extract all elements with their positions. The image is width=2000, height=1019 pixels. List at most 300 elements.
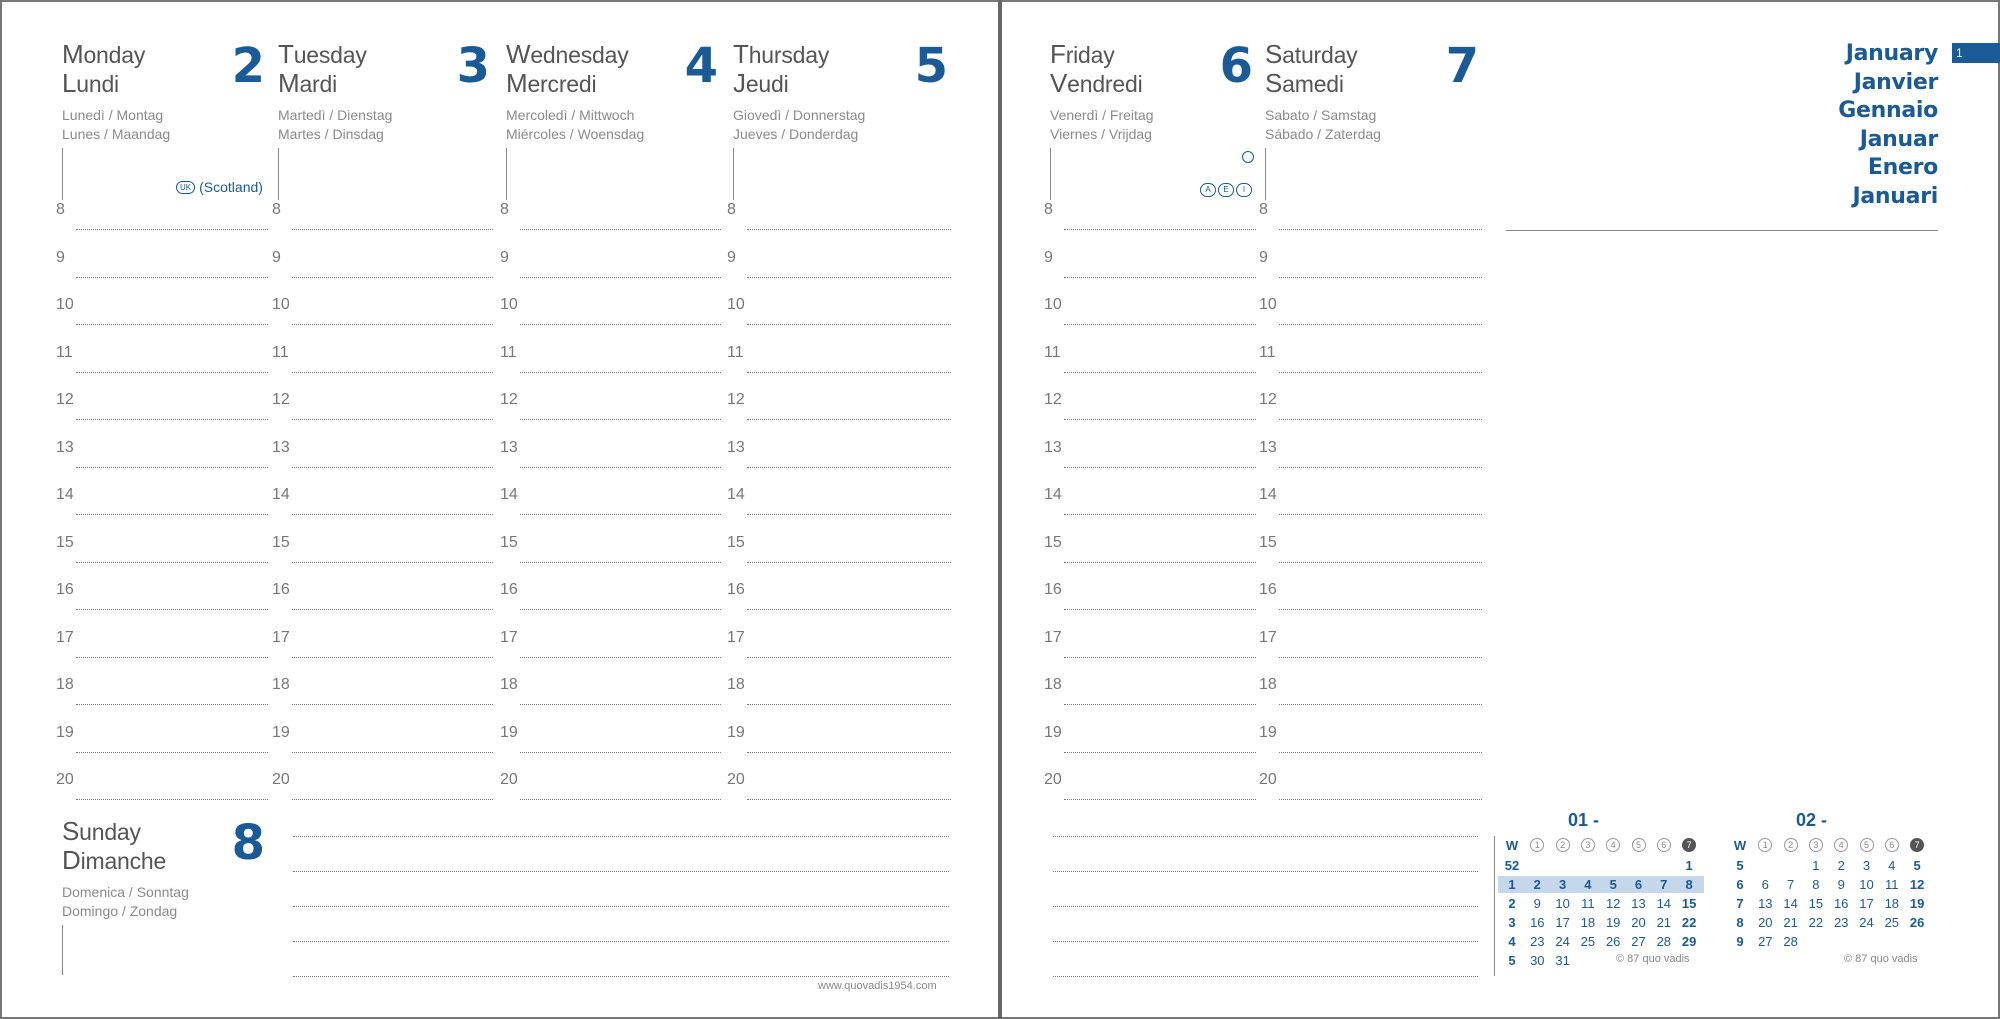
hour-line[interactable] <box>1279 324 1482 325</box>
hour-label: 10 <box>56 296 74 313</box>
hour-line[interactable] <box>747 324 951 325</box>
footer-url: www.quovadis1954.com <box>818 980 937 992</box>
hour-label: 9 <box>1044 248 1053 266</box>
mini-day[interactable]: 24 <box>1859 915 1874 930</box>
hour-label: 10 <box>500 296 518 313</box>
mini-day[interactable]: 3 <box>1862 858 1871 873</box>
hour-label: 19 <box>1259 723 1277 741</box>
hour-label: 8 <box>56 201 65 218</box>
day-name-en: Tuesday <box>278 39 367 69</box>
hour-line[interactable] <box>520 229 721 230</box>
copyright: © 87 quo vadis <box>1844 953 1918 965</box>
mini-day[interactable]: 13 <box>1631 896 1646 911</box>
weekday-header: 1 <box>1525 836 1549 855</box>
weekday-header: 2 <box>1779 836 1803 855</box>
month-name: Enero <box>1867 155 1938 180</box>
day-divider-monday <box>62 148 63 200</box>
country-mark: I <box>1236 183 1252 197</box>
hour-line[interactable] <box>292 752 493 753</box>
hour-line[interactable] <box>1279 277 1482 278</box>
day-name-translations: Martedì / Dienstag Martes / Dinsdag <box>278 107 393 142</box>
mini-day[interactable]: 2 <box>1533 877 1541 892</box>
hour-label: 13 <box>500 438 518 456</box>
mini-day[interactable]: 25 <box>1580 934 1596 949</box>
hour-line[interactable] <box>520 324 721 325</box>
hour-label: 9 <box>500 248 509 266</box>
day-name-translations: Giovedì / Donnerstag Jueves / Donderdag <box>733 107 866 142</box>
hour-line[interactable] <box>1064 277 1256 278</box>
day-header-monday <box>62 40 222 144</box>
hour-label: 9 <box>727 248 736 266</box>
mini-day[interactable]: 23 <box>1833 915 1849 930</box>
note-line[interactable] <box>1053 906 1478 907</box>
mini-day[interactable]: 4 <box>1584 877 1592 892</box>
day-divider-friday <box>1050 148 1051 200</box>
hour-label: 15 <box>1259 533 1277 551</box>
hour-line[interactable] <box>76 419 268 420</box>
hour-line[interactable] <box>1279 229 1482 230</box>
hour-label: 20 <box>56 771 74 788</box>
mini-day[interactable]: 20 <box>1758 915 1773 930</box>
hour-line[interactable] <box>1279 799 1482 800</box>
uk-badge: UK <box>176 181 195 194</box>
hour-line[interactable] <box>520 514 721 515</box>
month-name: Janvier <box>1853 69 1938 95</box>
hour-label: 16 <box>56 581 74 598</box>
hour-line[interactable] <box>1064 752 1256 753</box>
hour-label: 19 <box>56 723 74 741</box>
sunday-note-line[interactable] <box>293 976 949 977</box>
hour-line[interactable] <box>747 562 951 563</box>
hour-label: 12 <box>1044 391 1062 408</box>
mini-day[interactable]: 16 <box>1833 896 1849 911</box>
hour-line[interactable] <box>292 799 493 800</box>
hour-line[interactable] <box>292 609 493 610</box>
hour-label: 20 <box>272 771 290 788</box>
hour-line[interactable] <box>747 514 951 515</box>
hour-line[interactable] <box>520 372 721 373</box>
moon-phase-icon <box>1242 151 1254 163</box>
mini-day[interactable]: 15 <box>1808 896 1824 911</box>
hour-line[interactable] <box>747 657 951 658</box>
mini-day[interactable]: 10 <box>1555 896 1570 911</box>
hour-line[interactable] <box>76 324 268 325</box>
day-divider-wednesday <box>506 148 507 200</box>
mini-day[interactable]: 22 <box>1808 915 1824 930</box>
weekday-header: 5 <box>1855 836 1879 855</box>
day-number-tuesday: 3 <box>456 38 490 94</box>
hour-label: 19 <box>272 723 290 741</box>
note-line[interactable] <box>1053 941 1478 942</box>
mini-day[interactable]: 11 <box>1885 877 1899 892</box>
country-mark: E <box>1218 183 1234 197</box>
hour-label: 11 <box>272 343 289 361</box>
spine <box>998 0 1002 1019</box>
hour-line[interactable] <box>747 609 951 610</box>
mini-day[interactable]: 9 <box>1533 896 1541 911</box>
hour-line[interactable] <box>76 657 268 658</box>
hour-label: 16 <box>1044 581 1062 598</box>
mini-day[interactable]: 14 <box>1656 896 1672 911</box>
mini-day[interactable]: 6 <box>1761 877 1769 892</box>
hour-label: 8 <box>272 201 281 218</box>
mini-day[interactable]: 5 <box>1609 877 1617 892</box>
mini-day[interactable]: 16 <box>1530 915 1545 930</box>
mini-day[interactable]: 12 <box>1909 877 1925 892</box>
hour-line[interactable] <box>1064 609 1256 610</box>
hour-line[interactable] <box>1064 419 1256 420</box>
hour-label: 10 <box>1044 296 1062 313</box>
mini-day[interactable]: 1 <box>1812 858 1820 873</box>
weekday-header: 4 <box>1829 836 1853 855</box>
week-number: 6 <box>1736 877 1744 892</box>
hour-line[interactable] <box>747 704 951 705</box>
hour-label: 17 <box>727 628 745 646</box>
hour-label: 14 <box>272 486 290 503</box>
hour-line[interactable] <box>747 229 951 230</box>
month-underline <box>1506 230 1938 231</box>
mini-day[interactable]: 3 <box>1558 877 1567 892</box>
hour-line[interactable] <box>76 752 268 753</box>
hour-line[interactable] <box>1279 419 1482 420</box>
week-number: 52 <box>1504 858 1520 873</box>
hour-label: 18 <box>56 676 74 693</box>
hour-line[interactable] <box>292 704 493 705</box>
hour-label: 20 <box>727 771 745 788</box>
hour-line[interactable] <box>747 467 951 468</box>
day-number-saturday: 7 <box>1445 38 1479 94</box>
hour-label: 16 <box>727 581 745 598</box>
day-name-fr: Mercredi <box>506 68 597 98</box>
day-name-translations: Venerdì / Freitag Viernes / Vrijdag <box>1050 107 1154 142</box>
hour-line[interactable] <box>76 467 268 468</box>
hour-label: 11 <box>727 343 744 361</box>
week-number: 1 <box>1508 877 1516 892</box>
hour-label: 17 <box>1259 628 1277 646</box>
mini-day[interactable]: 31 <box>1555 953 1570 968</box>
week-header: W <box>1505 838 1519 853</box>
hour-label: 19 <box>727 723 745 741</box>
hour-label: 12 <box>727 391 745 408</box>
hour-line[interactable] <box>520 419 721 420</box>
hour-label: 17 <box>272 628 290 646</box>
weekday-header: 2 <box>1551 836 1575 855</box>
weekday-header: 3 <box>1804 836 1828 855</box>
hour-line[interactable] <box>76 609 268 610</box>
friday-holiday-marks <box>1198 179 1252 197</box>
holiday-text: (Scotland) <box>199 179 263 195</box>
mini-day[interactable]: 25 <box>1884 915 1900 930</box>
hour-line[interactable] <box>76 229 268 230</box>
hour-line[interactable] <box>747 752 951 753</box>
hour-line[interactable] <box>520 609 721 610</box>
hour-line[interactable] <box>1279 704 1482 705</box>
hour-label: 17 <box>56 628 74 646</box>
hour-label: 18 <box>272 676 290 693</box>
hour-label: 20 <box>1259 771 1277 788</box>
mini-day[interactable]: 12 <box>1605 896 1621 911</box>
week-number: 2 <box>1508 896 1516 911</box>
hour-line[interactable] <box>292 419 493 420</box>
hour-label: 20 <box>1044 771 1062 788</box>
hour-line[interactable] <box>747 372 951 373</box>
day-name-fr: Dimanche <box>62 845 167 875</box>
month-name: Januari <box>1852 183 1938 209</box>
mini-day[interactable]: 28 <box>1783 934 1798 949</box>
day-name-en: Friday <box>1050 39 1115 69</box>
mini-day[interactable]: 20 <box>1631 915 1646 930</box>
hour-label: 20 <box>500 771 518 788</box>
day-number-friday: 6 <box>1219 38 1253 94</box>
mini-day[interactable]: 1 <box>1685 858 1693 873</box>
day-header-saturday <box>1265 40 1425 144</box>
day-name-en: Saturday <box>1265 39 1358 69</box>
day-number-sunday: 8 <box>231 815 265 871</box>
hour-line[interactable] <box>76 799 268 800</box>
weekday-header: 3 <box>1576 836 1600 855</box>
mini-day[interactable]: 21 <box>1656 915 1672 930</box>
day-name-fr: Jeudi <box>733 68 789 98</box>
week-number: 4 <box>1508 934 1516 949</box>
hour-label: 13 <box>1044 438 1062 456</box>
mini-day[interactable]: 17 <box>1555 915 1570 930</box>
hour-line[interactable] <box>520 752 721 753</box>
mini-day[interactable]: 8 <box>1812 877 1820 892</box>
mini-day[interactable]: 6 <box>1634 877 1643 892</box>
day-name-translations: Mercoledì / Mittwoch Miércoles / Woensdag <box>506 107 645 142</box>
hour-line[interactable] <box>292 657 493 658</box>
hour-label: 12 <box>272 391 290 408</box>
hour-label: 19 <box>500 723 518 741</box>
week-number: 5 <box>1736 858 1744 873</box>
day-header-tuesday <box>278 40 438 144</box>
mini-day[interactable]: 4 <box>1888 858 1896 873</box>
mini-day[interactable]: 22 <box>1681 915 1697 930</box>
hour-line[interactable] <box>1279 514 1482 515</box>
hour-line[interactable] <box>1064 657 1256 658</box>
day-name-fr: Samedi <box>1265 68 1344 98</box>
hour-label: 14 <box>500 486 518 503</box>
day-divider-tuesday <box>278 148 279 200</box>
mini-day[interactable]: 26 <box>1909 915 1925 930</box>
hour-line[interactable] <box>292 324 493 325</box>
month-name: Gennaio <box>1838 98 1938 123</box>
weekday-header: 6 <box>1880 836 1904 855</box>
hour-label: 12 <box>500 391 518 408</box>
day-name-translations: Sabato / Samstag Sábado / Zaterdag <box>1265 107 1381 142</box>
week-number: 5 <box>1508 953 1516 968</box>
month-name: Januar <box>1859 126 1938 152</box>
hour-line[interactable] <box>1279 467 1482 468</box>
mini-cal-title: 01 - <box>1568 810 1600 830</box>
hour-label: 14 <box>56 486 74 503</box>
mini-day[interactable]: 30 <box>1530 953 1545 968</box>
hour-line[interactable] <box>1064 799 1256 800</box>
day-number-wednesday: 4 <box>684 38 718 94</box>
hour-label: 14 <box>1044 486 1062 503</box>
hour-line[interactable] <box>1064 514 1256 515</box>
hour-line[interactable] <box>292 562 493 563</box>
hour-label: 12 <box>1259 391 1277 408</box>
hour-label: 14 <box>1259 486 1277 503</box>
mini-day[interactable]: 11 <box>1581 896 1595 911</box>
weekday-header: 5 <box>1627 836 1651 855</box>
hour-line[interactable] <box>76 704 268 705</box>
hour-label: 17 <box>500 628 518 646</box>
hour-line[interactable] <box>1279 609 1482 610</box>
mini-day[interactable]: 2 <box>1837 858 1845 873</box>
hour-line[interactable] <box>76 514 268 515</box>
hour-label: 18 <box>727 676 745 693</box>
sunday-note-line[interactable] <box>293 941 949 942</box>
hour-line[interactable] <box>1064 467 1256 468</box>
month-tab[interactable]: 1 <box>1952 43 2000 63</box>
mini-day[interactable]: 18 <box>1580 915 1596 930</box>
sunday-note-line[interactable] <box>293 906 949 907</box>
hour-label: 11 <box>500 343 517 361</box>
hour-label: 8 <box>1259 201 1268 218</box>
weekday-header: 6 <box>1652 836 1676 855</box>
week-number: 9 <box>1736 934 1744 949</box>
day-name-translations: Domenica / Sonntag Domingo / Zondag <box>62 884 189 919</box>
mini-cal-separator <box>1494 836 1495 976</box>
mini-day[interactable]: 24 <box>1555 934 1570 949</box>
mini-day[interactable]: 10 <box>1859 877 1874 892</box>
mini-day[interactable]: 28 <box>1656 934 1672 949</box>
hour-line[interactable] <box>747 799 951 800</box>
hour-line[interactable] <box>520 704 721 705</box>
sunday-note-line[interactable] <box>293 836 949 837</box>
day-header-friday <box>1050 40 1210 144</box>
hour-label: 18 <box>1044 676 1062 693</box>
hour-line[interactable] <box>520 467 721 468</box>
hour-label: 13 <box>1259 438 1277 456</box>
hour-label: 10 <box>727 296 745 313</box>
mini-day[interactable]: 21 <box>1783 915 1798 930</box>
hour-label: 16 <box>272 581 290 598</box>
hour-label: 9 <box>272 248 281 266</box>
mini-day[interactable]: 19 <box>1605 915 1621 930</box>
sunday-note-line[interactable] <box>293 871 949 872</box>
hour-line[interactable] <box>292 372 493 373</box>
hour-label: 8 <box>500 201 509 218</box>
hour-label: 8 <box>727 201 736 218</box>
weekday-header: 4 <box>1601 836 1625 855</box>
mini-day[interactable]: 29 <box>1681 934 1697 949</box>
hour-label: 13 <box>56 438 74 456</box>
hour-label: 18 <box>1259 676 1277 693</box>
hour-line[interactable] <box>1279 562 1482 563</box>
day-number-thursday: 5 <box>914 38 948 94</box>
day-divider-saturday <box>1265 148 1266 200</box>
mini-day[interactable]: 27 <box>1758 934 1773 949</box>
hour-line[interactable] <box>1279 657 1482 658</box>
holiday-scotland <box>176 179 263 195</box>
hour-line[interactable] <box>76 277 268 278</box>
day-divider-thursday <box>733 148 734 200</box>
day-header-thursday <box>733 40 893 144</box>
note-line[interactable] <box>1053 836 1478 837</box>
day-name-en: Thursday <box>733 39 830 69</box>
mini-day[interactable]: 7 <box>1660 877 1668 892</box>
hour-label: 18 <box>500 676 518 693</box>
hour-label: 12 <box>56 391 74 408</box>
mini-day[interactable]: 23 <box>1530 934 1545 949</box>
hour-label: 15 <box>727 533 745 551</box>
hour-label: 9 <box>56 248 65 266</box>
hour-line[interactable] <box>747 419 951 420</box>
hour-label: 10 <box>272 296 290 313</box>
week-number: 3 <box>1508 915 1516 930</box>
hour-line[interactable] <box>292 277 493 278</box>
hour-line[interactable] <box>520 562 721 563</box>
mini-day[interactable]: 15 <box>1681 896 1697 911</box>
hour-line[interactable] <box>76 562 268 563</box>
hour-label: 13 <box>272 438 290 456</box>
hour-line[interactable] <box>292 229 493 230</box>
day-name-translations: Lunedì / Montag Lunes / Maandag <box>62 107 171 142</box>
mini-day[interactable]: 26 <box>1605 934 1621 949</box>
mini-day[interactable]: 14 <box>1783 896 1798 911</box>
mini-day[interactable]: 7 <box>1786 877 1795 892</box>
week-number: 8 <box>1736 915 1744 930</box>
mini-day[interactable]: 9 <box>1837 877 1845 892</box>
mini-day[interactable]: 5 <box>1913 858 1921 873</box>
hour-line[interactable] <box>1064 372 1256 373</box>
weekday-header: 7 <box>1677 836 1701 855</box>
mini-day[interactable]: 8 <box>1685 877 1693 892</box>
hour-label: 9 <box>1259 248 1268 266</box>
mini-day[interactable]: 17 <box>1859 896 1874 911</box>
hour-line[interactable] <box>1064 704 1256 705</box>
hour-line[interactable] <box>520 799 721 800</box>
mini-day[interactable]: 27 <box>1631 934 1646 949</box>
week-header: W <box>1733 838 1747 853</box>
hour-line[interactable] <box>747 277 951 278</box>
day-divider-sunday <box>62 925 63 975</box>
hour-line[interactable] <box>1064 562 1256 563</box>
hour-line[interactable] <box>1064 324 1256 325</box>
hour-line[interactable] <box>520 657 721 658</box>
hour-line[interactable] <box>1064 229 1256 230</box>
day-name-fr: Mardi <box>278 68 338 98</box>
day-header-sunday <box>62 817 222 921</box>
hour-line[interactable] <box>292 514 493 515</box>
weekday-header: 7 <box>1905 836 1929 855</box>
hour-label: 19 <box>1044 723 1062 741</box>
hour-line[interactable] <box>1279 372 1482 373</box>
hour-line[interactable] <box>1279 752 1482 753</box>
mini-day[interactable]: 19 <box>1909 896 1925 911</box>
mini-day[interactable]: 13 <box>1758 896 1773 911</box>
day-number-monday: 2 <box>231 38 265 94</box>
hour-line[interactable] <box>76 372 268 373</box>
note-line[interactable] <box>1053 976 1478 977</box>
weekday-header: 1 <box>1753 836 1777 855</box>
hour-label: 11 <box>1044 343 1061 361</box>
hour-label: 10 <box>1259 296 1277 313</box>
hour-label: 8 <box>1044 201 1053 218</box>
hour-label: 16 <box>1259 581 1277 598</box>
note-line[interactable] <box>1053 871 1478 872</box>
country-mark: A <box>1200 183 1216 197</box>
mini-cal-title: 02 - <box>1796 810 1828 830</box>
mini-day[interactable]: 18 <box>1884 896 1900 911</box>
hour-label: 11 <box>56 343 73 361</box>
day-name-en: Wednesday <box>506 39 629 69</box>
hour-line[interactable] <box>520 277 721 278</box>
hour-line[interactable] <box>292 467 493 468</box>
